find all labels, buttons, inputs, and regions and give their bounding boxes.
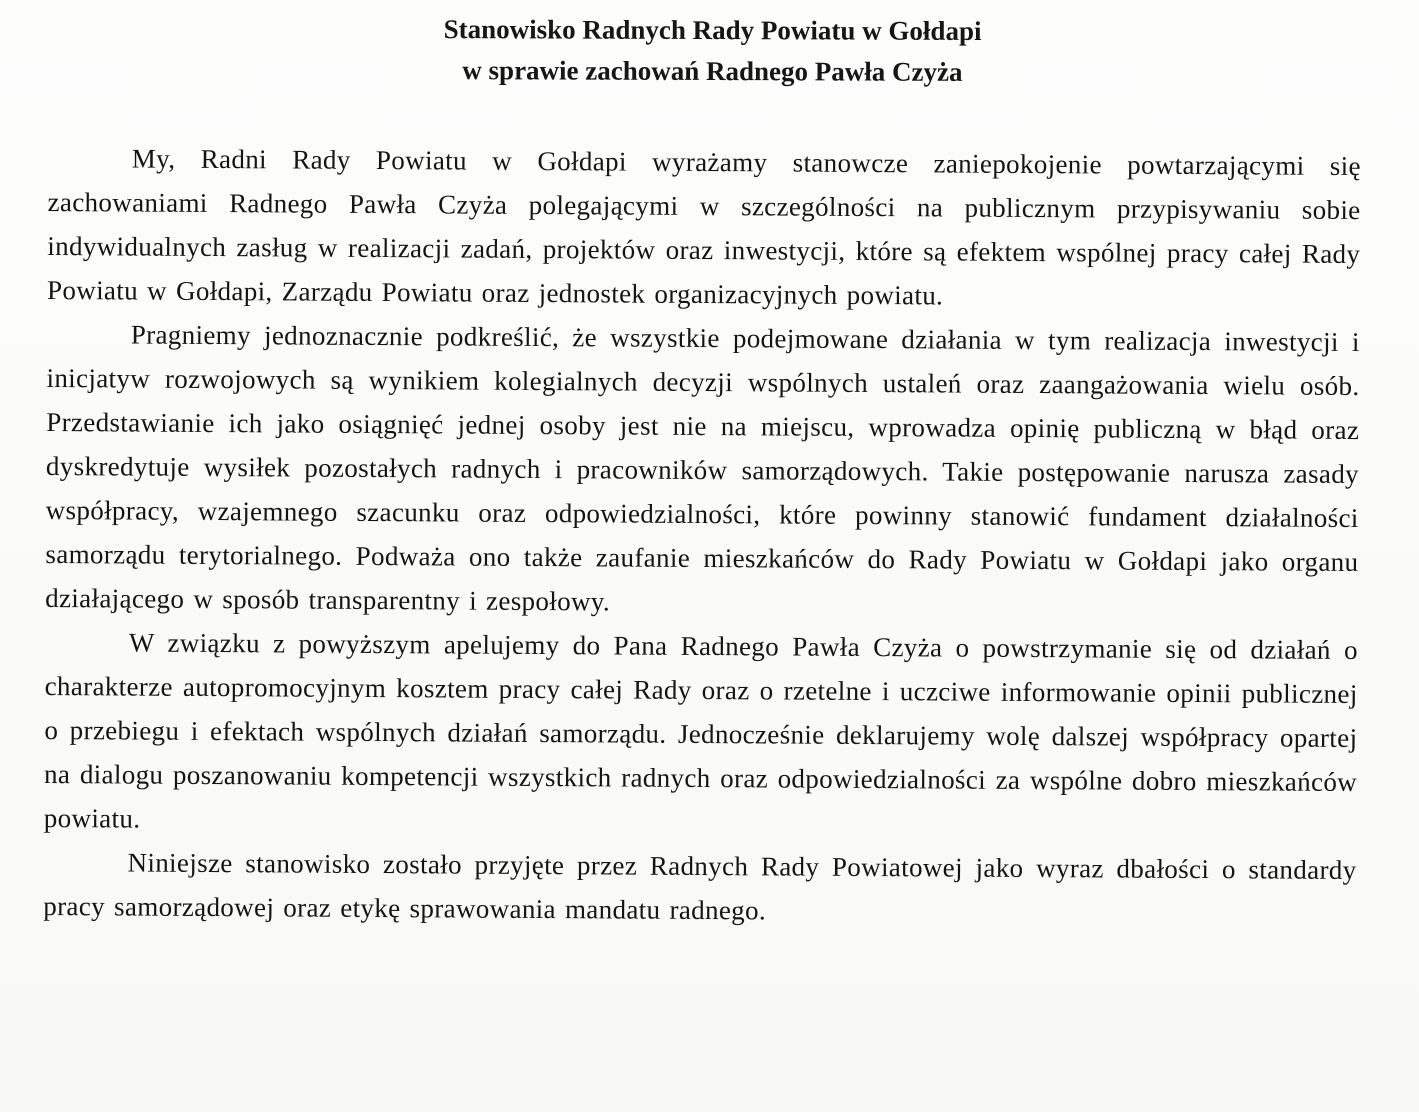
title-line-1: Stanowisko Radnych Rady Powiatu w Gołdapi <box>443 14 982 46</box>
paragraph-3: W związku z powyższym apelujemy do Pana Radnego Pawła Czyża o powstrzymanie się od działań o charakterze autopromocyjnym kosztem pracy całej Rady oraz o rzetelne i uczciwe informowanie opinii publicznej o przebiegu i efektach wspólnych działań samorządu. Jednocześnie deklarujemy wolę dalszej współpracy opartej na dialogu poszanowaniu kompetencji wszystkich radnych oraz odpowiedzialności za wspólne dobro mieszkańców powiatu. <box>43 627 1358 834</box>
document-body <box>43 136 1361 936</box>
paragraph-4: Niniejsze stanowisko zostało przyjęte przez Radnych Rady Powiatowej jako wyraz dbałości o standardy pracy samorządowej oraz etykę sprawowania mandatu radnego. <box>43 847 1357 926</box>
title-line-2: w sprawie zachowań Radnego Pawła Czyża <box>462 55 963 87</box>
paragraph-1: My, Radni Rady Powiatu w Gołdapi wyrażamy stanowcze zaniepokojenie powtarzającymi się zachowaniami Radnego Pawła Czyża polegającymi w szczególności na publicznym przypisywaniu sobie indywidualnych zasług w realizacji zadań, projektów oraz inwestycji, które są efektem wspólnej pracy całej Rady Powiatu w Gołdapi, Zarządu Powiatu oraz jednostek organizacyjnych powiatu. <box>46 143 1361 311</box>
paragraph-2: Pragniemy jednoznacznie podkreślić, że wszystkie podejmowane działania w tym realizacja inwestycji i inicjatyw rozwojowych są wynikiem kolegialnych decyzji wspólnych ustaleń oraz zaangażowania wielu osób. Przedstawianie ich jako osiągnięć jednej osoby jest nie na miejscu, wprowadza opinię publiczną w błąd oraz dyskredytuje wysiłek pozostałych radnych i pracowników samorządowych. Takie postępowanie narusza zasady współpracy, wzajemnego szacunku oraz odpowiedzialności, które powinny stanowić fundament działalności samorządu terytorialnego. Podważa ono także zaufanie mieszkańców do Rady Powiatu w Gołdapi jako organu działającego w sposób transparentny i zespołowy. <box>45 319 1360 617</box>
document-title <box>48 8 1361 95</box>
